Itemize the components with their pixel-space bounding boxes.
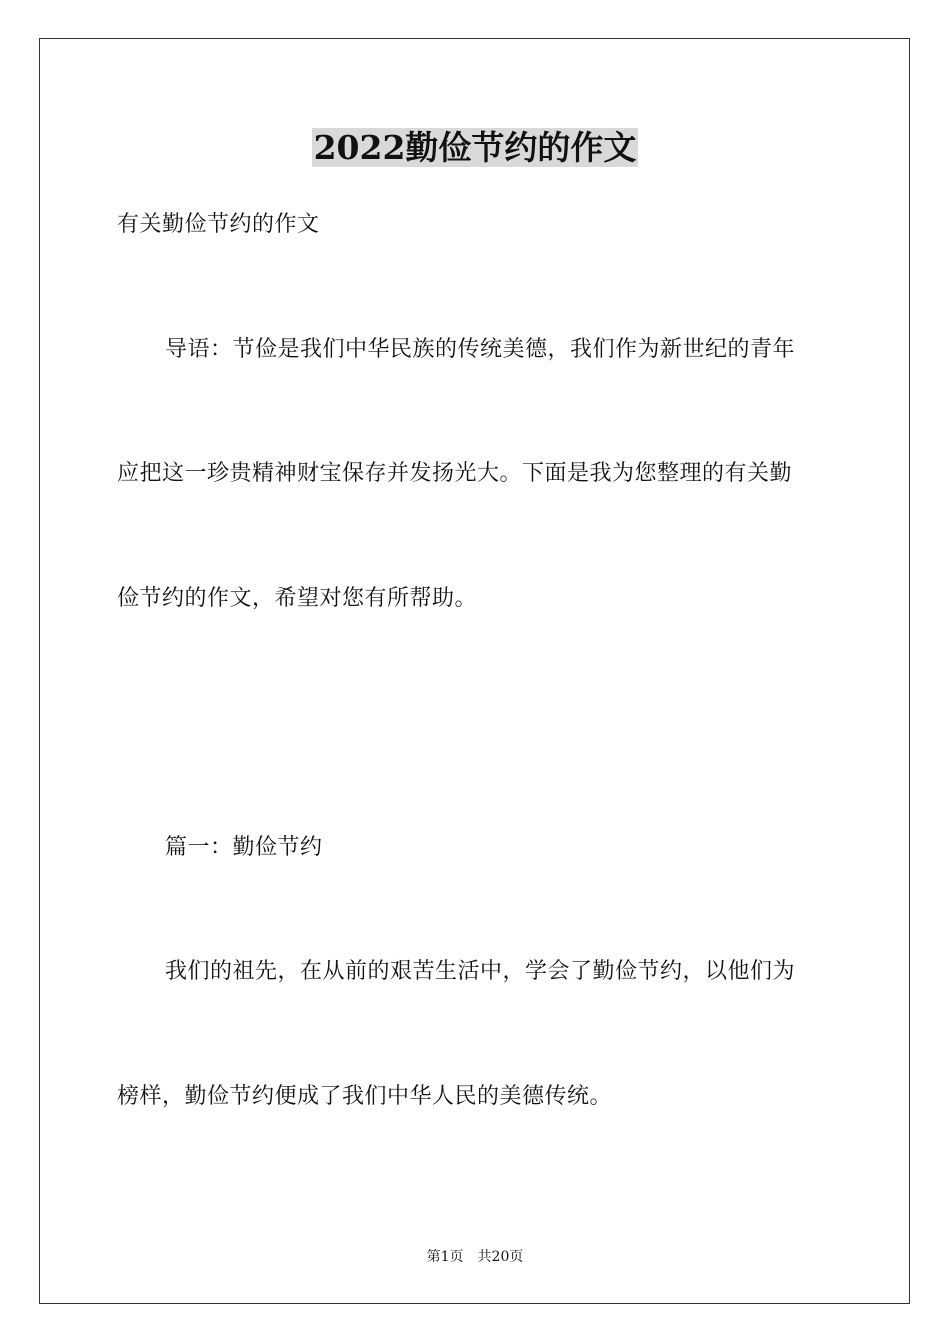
body-line-1: 我们的祖先，在从前的艰苦生活中，学会了勤俭节约，以他们为 — [165, 959, 796, 984]
page-footer — [0, 1247, 950, 1267]
document-title — [0, 124, 950, 172]
section-heading: 篇一：勤俭节约 — [165, 835, 323, 860]
intro-line-2: 应把这一珍贵精神财宝保存并发扬光大。下面是我为您整理的有关勤 — [117, 461, 793, 486]
page-total: 共20页 — [477, 1249, 524, 1265]
subtitle: 有关勤俭节约的作文 — [117, 212, 320, 237]
intro-line-3: 俭节约的作文，希望对您有所帮助。 — [117, 586, 478, 611]
title-text: 2022勤俭节约的作文 — [313, 128, 637, 167]
body-line-2: 榜样，勤俭节约便成了我们中华人民的美德传统。 — [117, 1084, 613, 1109]
intro-line-1: 导语：节俭是我们中华民族的传统美德，我们作为新世纪的青年 — [165, 337, 796, 362]
page-number: 第1页 — [426, 1249, 464, 1265]
